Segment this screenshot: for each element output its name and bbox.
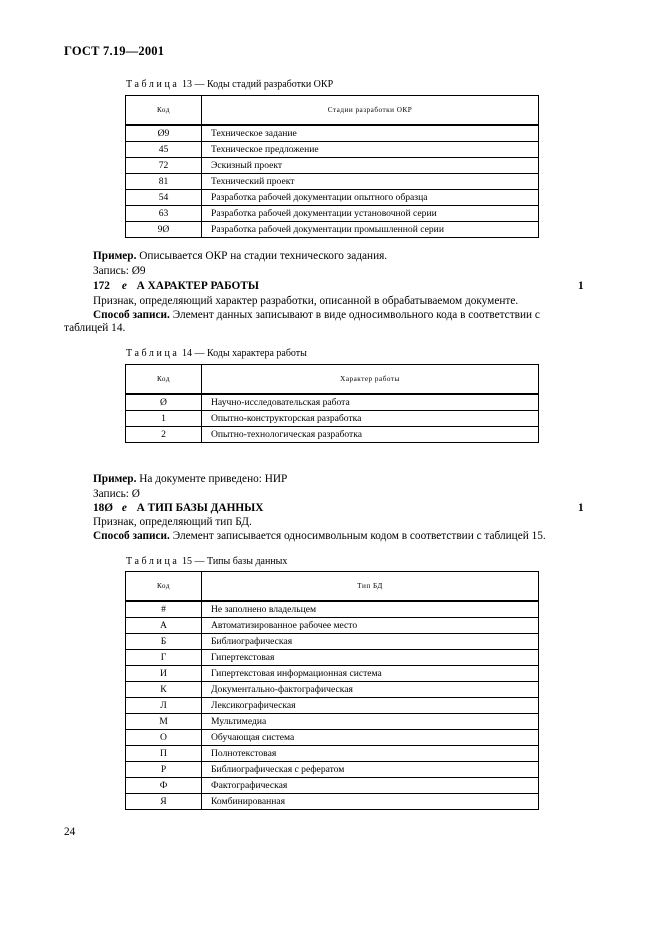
table-13-header-stage: Стадии разработки ОКР xyxy=(202,96,539,125)
table-cell-code: 45 xyxy=(126,141,202,157)
table-cell-code: А xyxy=(126,617,202,633)
table-cell-code: 9Ø xyxy=(126,221,202,237)
table-row xyxy=(126,426,539,442)
field-172-code: 172 xyxy=(93,280,110,292)
example-1-text: Описывается ОКР на стадии технического задания. xyxy=(139,250,388,262)
example-2-label: Пример. xyxy=(93,473,137,485)
table-row xyxy=(126,601,539,618)
table-13-header-code: Код xyxy=(126,96,202,125)
table-row xyxy=(126,777,539,793)
table-row xyxy=(126,729,539,745)
table-cell-text: Обучающая система xyxy=(202,729,539,745)
table-13-caption-word: Таблица xyxy=(126,79,180,90)
table-cell-text: Эскизный проект xyxy=(202,157,539,173)
table-cell-text: Опытно-конструкторская разработка xyxy=(202,410,539,426)
table-row xyxy=(126,125,539,142)
table-cell-text: Фактографическая xyxy=(202,777,539,793)
table-cell-code: К xyxy=(126,681,202,697)
field-172-heading xyxy=(93,280,259,292)
table-row xyxy=(126,793,539,809)
table-cell-code: Г xyxy=(126,649,202,665)
table-14-caption-title: 14 — Коды характера работы xyxy=(181,348,307,359)
table-row xyxy=(126,157,539,173)
table-cell-text: Автоматизированное рабочее место xyxy=(202,617,539,633)
field-172-method-label: Способ записи. xyxy=(93,309,170,321)
table-row xyxy=(126,189,539,205)
field-180-obligation: 1 xyxy=(578,502,584,514)
field-180-method xyxy=(93,530,546,542)
table-cell-code: 63 xyxy=(126,205,202,221)
table-row xyxy=(126,617,539,633)
table-cell-code: Ø xyxy=(126,394,202,411)
table-cell-text: Документально-фактографическая xyxy=(202,681,539,697)
field-172-obligation: 1 xyxy=(578,280,584,292)
table-cell-text: Мультимедиа xyxy=(202,713,539,729)
table-row xyxy=(126,745,539,761)
table-row xyxy=(126,761,539,777)
table-cell-code: 54 xyxy=(126,189,202,205)
field-180-mark: е xyxy=(121,502,127,514)
table-cell-text: Не заполнено владельцем xyxy=(202,601,539,618)
table-row xyxy=(126,221,539,237)
table-row xyxy=(126,697,539,713)
table-cell-code: П xyxy=(126,745,202,761)
example-2 xyxy=(93,473,287,485)
table-cell-code: О xyxy=(126,729,202,745)
field-172-method-continued: таблицей 14. xyxy=(64,322,126,334)
table-cell-text: Гипертекстовая информационная система xyxy=(202,665,539,681)
document-header: ГОСТ 7.19—2001 xyxy=(64,44,165,58)
table-cell-text: Гипертекстовая xyxy=(202,649,539,665)
table-14-caption-word: Таблица xyxy=(126,348,180,359)
table-row xyxy=(126,633,539,649)
table-cell-text: Лексикографическая xyxy=(202,697,539,713)
field-172-title: А ХАРАКТЕР РАБОТЫ xyxy=(136,280,259,292)
example-2-record: Запись: Ø xyxy=(93,488,140,500)
table-15-header-type: Тип БД xyxy=(202,572,539,601)
table-cell-code: 72 xyxy=(126,157,202,173)
table-row xyxy=(126,681,539,697)
table-15-header-code: Код xyxy=(126,572,202,601)
table-row xyxy=(126,713,539,729)
table-cell-text: Разработка рабочей документации установочной серии xyxy=(202,205,539,221)
table-row xyxy=(126,173,539,189)
table-cell-text: Библиографическая xyxy=(202,633,539,649)
table-cell-code: Я xyxy=(126,793,202,809)
field-172-method xyxy=(93,309,540,321)
table-cell-code: Б xyxy=(126,633,202,649)
table-cell-code: 2 xyxy=(126,426,202,442)
table-13-caption xyxy=(126,79,333,90)
table-14-caption xyxy=(126,348,307,359)
table-cell-text: Технический проект xyxy=(202,173,539,189)
table-13-caption-title: 13 — Коды стадий разработки ОКР xyxy=(181,79,334,90)
table-row xyxy=(126,649,539,665)
field-180-heading xyxy=(93,502,263,514)
table-cell-code: Л xyxy=(126,697,202,713)
field-180-method-text: Элемент записывается односимвольным кодом в соответствии с таблицей 15. xyxy=(172,530,546,542)
field-172-mark: е xyxy=(121,280,127,292)
table-14 xyxy=(125,364,539,443)
table-13 xyxy=(125,95,539,238)
page-number: 24 xyxy=(64,826,76,838)
table-cell-code: Ф xyxy=(126,777,202,793)
table-row xyxy=(126,665,539,681)
table-cell-code: 81 xyxy=(126,173,202,189)
table-cell-text: Опытно-технологическая разработка xyxy=(202,426,539,442)
field-180-description: Признак, определяющий тип БД. xyxy=(93,516,252,528)
table-cell-code: М xyxy=(126,713,202,729)
example-1-label: Пример. xyxy=(93,250,137,262)
table-15 xyxy=(125,571,539,810)
table-cell-code: # xyxy=(126,601,202,618)
table-cell-text: Научно-исследовательская работа xyxy=(202,394,539,411)
field-180-code: 18Ø xyxy=(93,502,114,514)
table-15-caption-title: 15 — Типы базы данных xyxy=(181,556,288,567)
table-row xyxy=(126,394,539,411)
table-cell-code: Ø9 xyxy=(126,125,202,142)
table-cell-text: Библиографическая с рефератом xyxy=(202,761,539,777)
table-row xyxy=(126,410,539,426)
table-cell-code: Р xyxy=(126,761,202,777)
field-172-method-text: Элемент данных записывают в виде односимвольного кода в соответствии с xyxy=(172,309,540,321)
field-180-method-label: Способ записи. xyxy=(93,530,170,542)
table-cell-code: 1 xyxy=(126,410,202,426)
field-172-description: Признак, определяющий характер разработки, описанной в обрабатываемом документе. xyxy=(93,295,519,307)
table-15-caption xyxy=(126,556,287,567)
table-cell-code: И xyxy=(126,665,202,681)
table-14-header-kind: Характер работы xyxy=(202,365,539,394)
example-2-text: На документе приведено: НИР xyxy=(139,473,288,485)
field-180-title: А ТИП БАЗЫ ДАННЫХ xyxy=(136,502,264,514)
table-cell-text: Техническое предложение xyxy=(202,141,539,157)
table-cell-text: Разработка рабочей документации опытного образца xyxy=(202,189,539,205)
example-1 xyxy=(93,250,387,262)
table-row xyxy=(126,141,539,157)
table-cell-text: Полнотекстовая xyxy=(202,745,539,761)
table-cell-text: Комбинированная xyxy=(202,793,539,809)
table-row xyxy=(126,205,539,221)
table-cell-text: Техническое задание xyxy=(202,125,539,142)
table-cell-text: Разработка рабочей документации промышленной серии xyxy=(202,221,539,237)
table-15-caption-word: Таблица xyxy=(126,556,180,567)
table-14-header-code: Код xyxy=(126,365,202,394)
example-1-record: Запись: Ø9 xyxy=(93,265,146,277)
